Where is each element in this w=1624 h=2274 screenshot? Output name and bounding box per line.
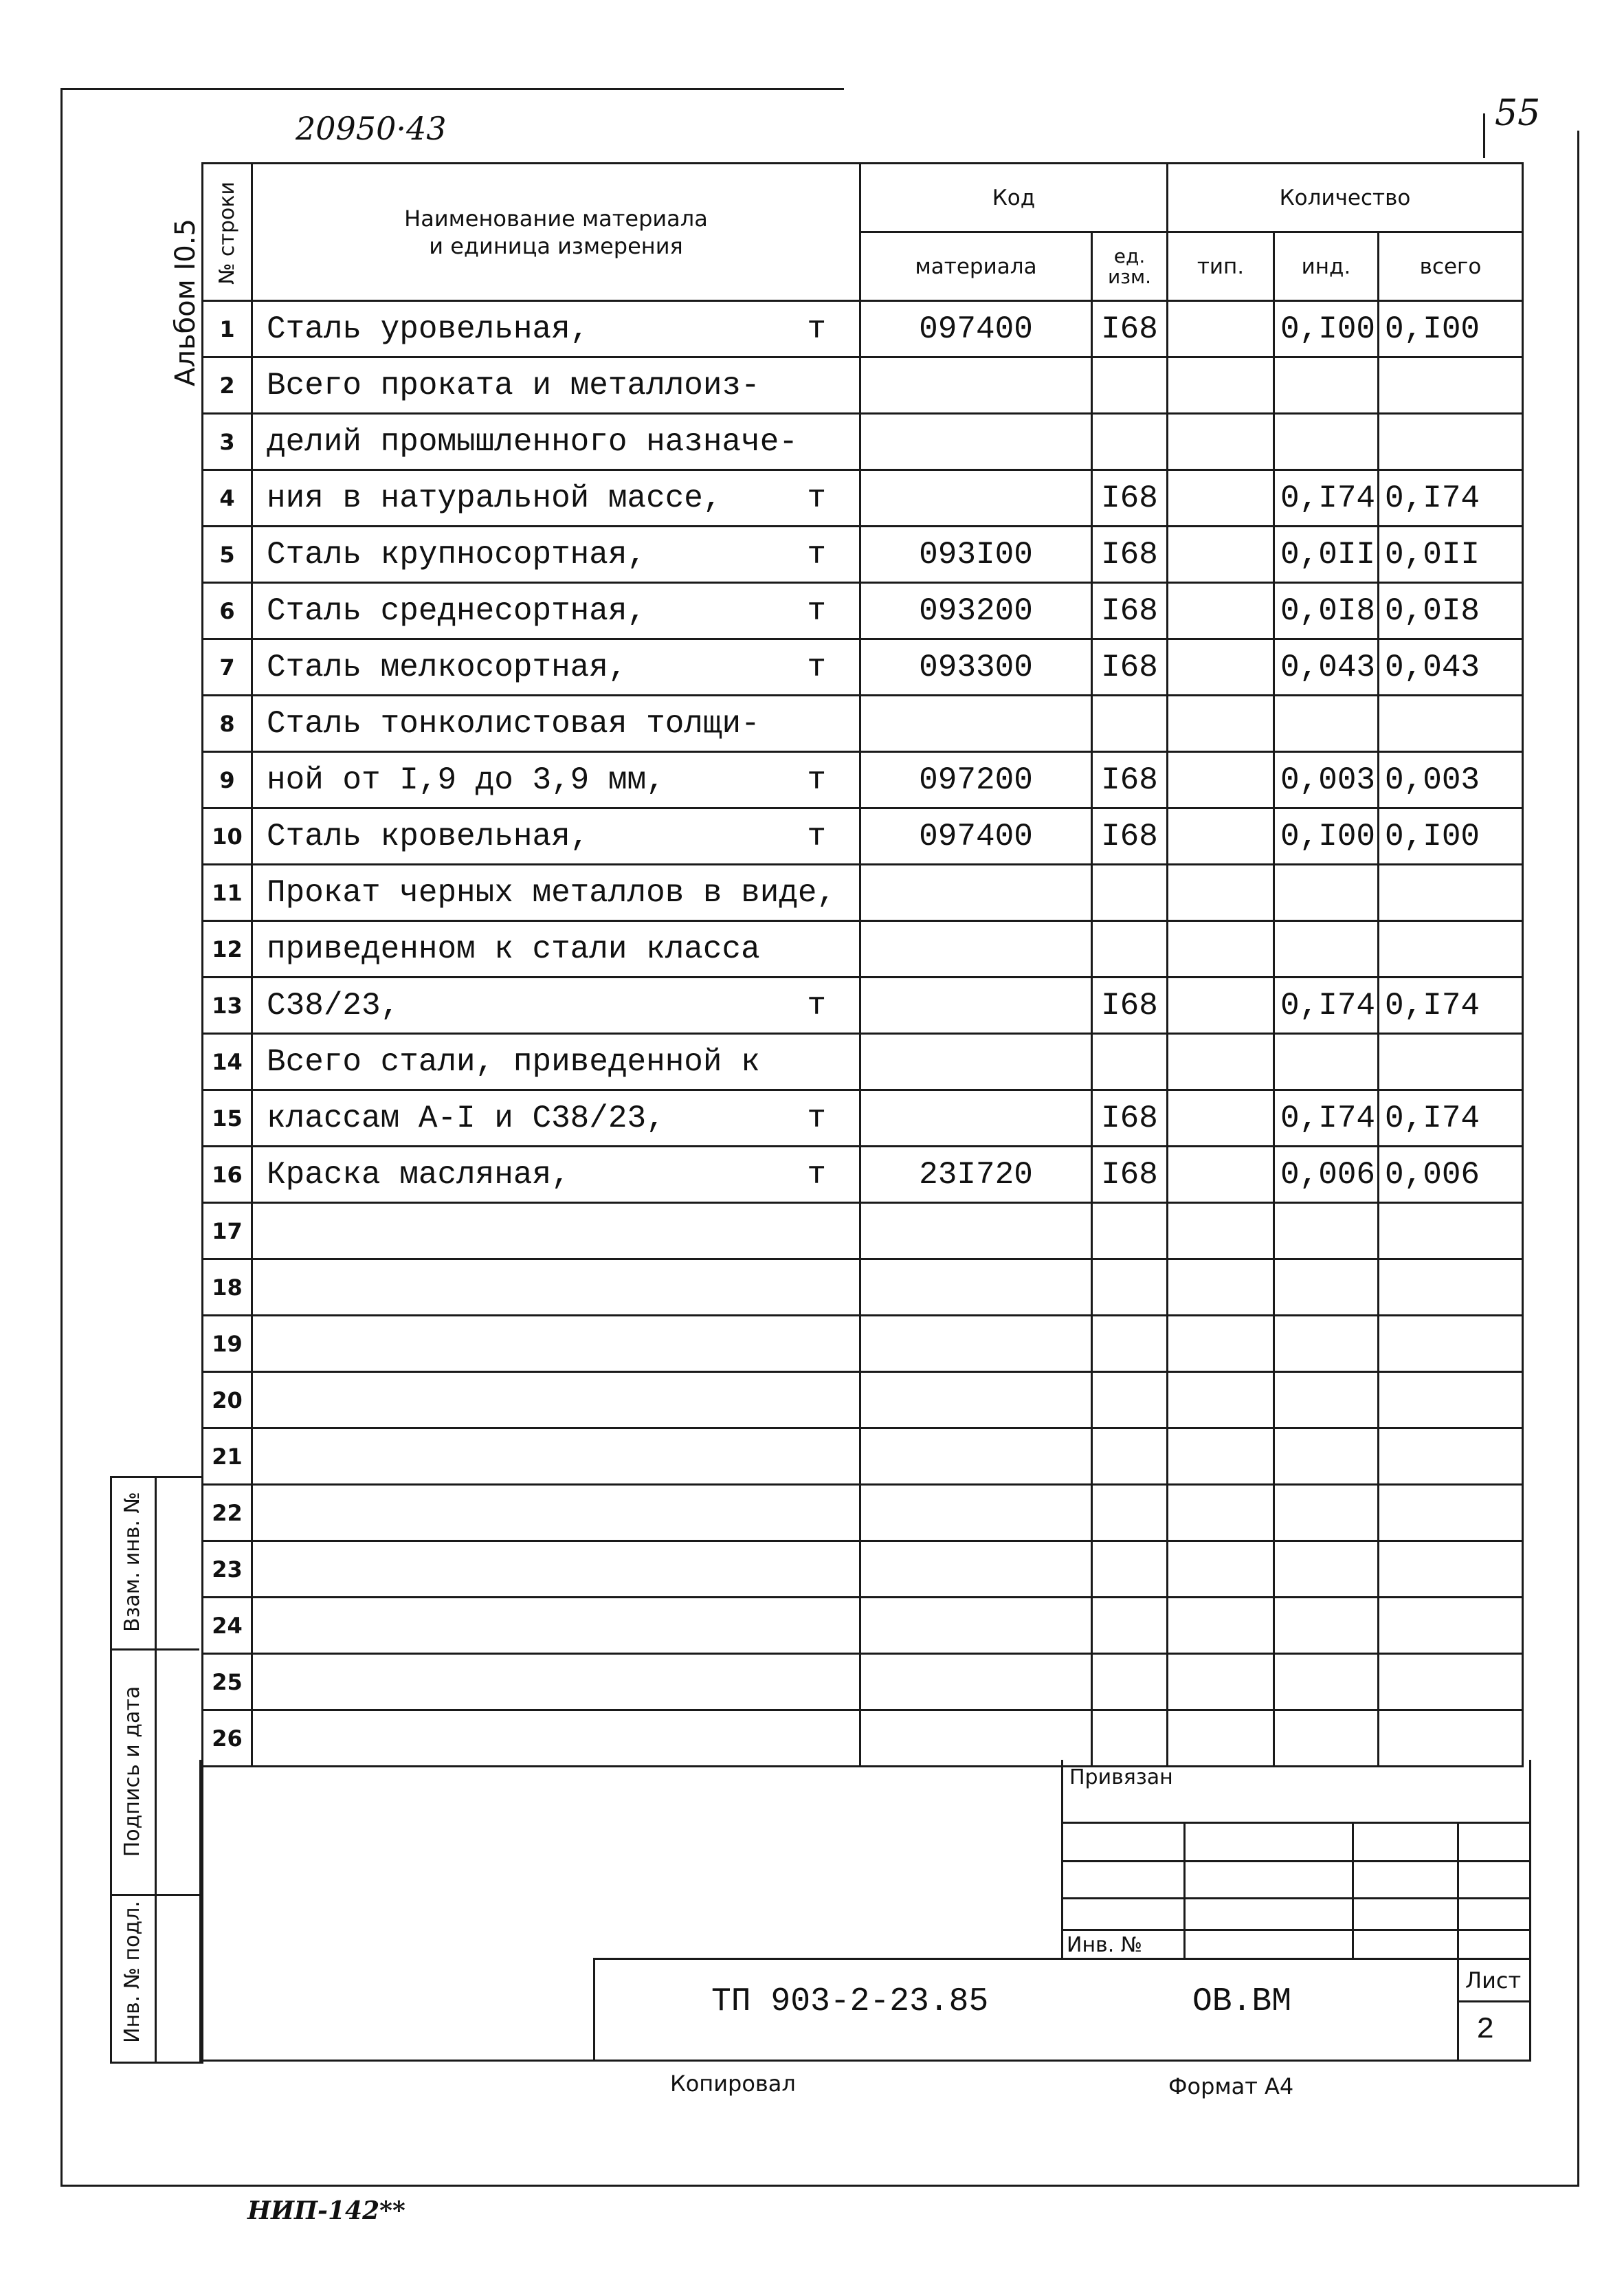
qty-total-cell xyxy=(1379,1654,1523,1710)
privyazan-line2 xyxy=(1061,1860,1531,1862)
qty-type-cell xyxy=(1168,978,1274,1034)
table-row xyxy=(203,808,1523,865)
unit-code-cell xyxy=(1092,1485,1168,1541)
material-code-cell xyxy=(860,1598,1092,1654)
material-name-cell xyxy=(252,1259,860,1316)
qty-ind-cell: 0,I74 xyxy=(1274,470,1379,527)
qty-ind-cell xyxy=(1274,1316,1379,1372)
unit-text: т xyxy=(807,1156,826,1193)
material-name-text: делий промышленного назначе- xyxy=(267,423,798,460)
qty-total-cell xyxy=(1379,1598,1523,1654)
unit-code-cell xyxy=(1092,1598,1168,1654)
qty-type-cell xyxy=(1168,752,1274,808)
doc-number-handwritten: 20950·43 xyxy=(296,110,447,147)
nip-mark: НИП-142** xyxy=(247,2196,405,2225)
table-row xyxy=(203,1710,1523,1767)
sheet-label: Лист xyxy=(1465,1967,1522,1994)
unit-text: т xyxy=(807,762,826,798)
unit-code-cell xyxy=(1092,1316,1168,1372)
table-row xyxy=(203,1598,1523,1654)
table-row xyxy=(203,1372,1523,1428)
material-name-text: ной от I,9 до 3,9 мм, xyxy=(267,762,665,798)
table-row xyxy=(203,357,1523,414)
qty-ind-header: инд. xyxy=(1274,232,1379,301)
qty-total-cell: 0,I00 xyxy=(1379,808,1523,865)
material-name-cell xyxy=(252,1147,860,1203)
unit-code-cell xyxy=(1092,921,1168,978)
privyazan-label: Привязан xyxy=(1069,1765,1173,1789)
unit-code-cell: I68 xyxy=(1092,639,1168,696)
frame-bottom-line xyxy=(60,2185,1579,2187)
unit-code-cell xyxy=(1092,1372,1168,1428)
qty-total-cell xyxy=(1379,1372,1523,1428)
quantity-header: Количество xyxy=(1168,164,1523,232)
qty-ind-cell xyxy=(1274,414,1379,470)
qty-type-cell xyxy=(1168,301,1274,357)
table-row xyxy=(203,978,1523,1034)
qty-ind-cell: 0,I00 xyxy=(1274,301,1379,357)
qty-ind-cell xyxy=(1274,1654,1379,1710)
material-name-text: Всего стали, приведенной к xyxy=(267,1044,760,1080)
inv-no-label: Инв. № xyxy=(1067,1933,1143,1957)
row-number-cell: 10 xyxy=(203,808,252,865)
qty-total-cell: 0,0II xyxy=(1379,527,1523,583)
table-row xyxy=(203,752,1523,808)
row-number-cell: 3 xyxy=(203,414,252,470)
material-name-cell xyxy=(252,583,860,639)
unit-code-cell: I68 xyxy=(1092,1147,1168,1203)
material-name-text: классам А-I и С38/23, xyxy=(267,1100,665,1136)
unit-code-cell: I68 xyxy=(1092,978,1168,1034)
unit-code-cell: I68 xyxy=(1092,470,1168,527)
qty-type-cell xyxy=(1168,1654,1274,1710)
unit-code-cell xyxy=(1092,696,1168,752)
qty-total-cell: 0,I74 xyxy=(1379,470,1523,527)
qty-ind-cell xyxy=(1274,1710,1379,1767)
table-row xyxy=(203,527,1523,583)
unit-text: т xyxy=(807,311,826,347)
material-name-cell xyxy=(252,1428,860,1485)
qty-total-cell xyxy=(1379,1034,1523,1090)
unit-code-cell: I68 xyxy=(1092,752,1168,808)
qty-type-cell xyxy=(1168,1147,1274,1203)
row-number-cell: 9 xyxy=(203,752,252,808)
material-name-text: Сталь уровельная, xyxy=(267,311,590,347)
title-left xyxy=(593,1958,595,2061)
material-code-cell xyxy=(860,414,1092,470)
qty-total-cell xyxy=(1379,1259,1523,1316)
qty-ind-cell: 0,0I8 xyxy=(1274,583,1379,639)
unit-code-cell xyxy=(1092,1034,1168,1090)
table-row xyxy=(203,414,1523,470)
qty-total-header: всего xyxy=(1379,232,1523,301)
unit-code-cell xyxy=(1092,1710,1168,1767)
qty-ind-cell xyxy=(1274,1203,1379,1259)
material-code-cell xyxy=(860,1428,1092,1485)
unit-text: т xyxy=(807,593,826,629)
material-code-cell xyxy=(860,1710,1092,1767)
material-code-cell xyxy=(860,1203,1092,1259)
corner-mark: 55 xyxy=(1495,93,1541,134)
material-code-cell xyxy=(860,470,1092,527)
name-header: Наименование материала и единица измерения xyxy=(252,164,860,301)
qty-type-cell xyxy=(1168,414,1274,470)
qty-total-cell xyxy=(1379,921,1523,978)
unit-code-cell: I68 xyxy=(1092,1090,1168,1147)
material-name-text: Сталь тонколистовая толщи- xyxy=(267,705,760,742)
material-code-cell: 097200 xyxy=(860,752,1092,808)
material-code-cell: 097400 xyxy=(860,301,1092,357)
qty-type-cell xyxy=(1168,1485,1274,1541)
row-number-cell: 1 xyxy=(203,301,252,357)
qty-type-cell xyxy=(1168,921,1274,978)
row-number-cell: 15 xyxy=(203,1090,252,1147)
material-name-text: Краска масляная, xyxy=(267,1156,570,1193)
privyazan-col2 xyxy=(1352,1822,1354,1959)
qty-ind-cell xyxy=(1274,1541,1379,1598)
bottom-area-left xyxy=(199,1760,201,2062)
row-number-cell: 26 xyxy=(203,1710,252,1767)
album-label: Альбом I0.5 xyxy=(170,219,201,386)
qty-total-cell xyxy=(1379,1710,1523,1767)
qty-ind-cell: 0,I74 xyxy=(1274,1090,1379,1147)
material-code-cell xyxy=(860,357,1092,414)
qty-total-cell: 0,043 xyxy=(1379,639,1523,696)
material-name-cell xyxy=(252,808,860,865)
material-code-cell xyxy=(860,921,1092,978)
row-number-cell: 17 xyxy=(203,1203,252,1259)
unit-text: т xyxy=(807,818,826,854)
material-code-cell xyxy=(860,1090,1092,1147)
qty-type-cell xyxy=(1168,865,1274,921)
material-name-cell xyxy=(252,1034,860,1090)
row-number-cell: 7 xyxy=(203,639,252,696)
row-number-cell: 20 xyxy=(203,1372,252,1428)
side-stamp-divider xyxy=(155,1476,157,2062)
title-sheet-sep xyxy=(1457,2000,1531,2002)
title-sheet-left xyxy=(1457,1958,1459,2061)
table-row xyxy=(203,1034,1523,1090)
qty-ind-cell xyxy=(1274,1428,1379,1485)
qty-ind-cell xyxy=(1274,1259,1379,1316)
unit-code-cell xyxy=(1092,1654,1168,1710)
qty-ind-cell xyxy=(1274,865,1379,921)
material-name-cell xyxy=(252,752,860,808)
sheet-number: 2 xyxy=(1476,2013,1495,2047)
qty-ind-cell xyxy=(1274,1485,1379,1541)
material-code-cell xyxy=(860,1541,1092,1598)
material-name-text: Всего проката и металлоиз- xyxy=(267,367,760,404)
materials-table xyxy=(201,162,1524,1767)
material-name-cell xyxy=(252,639,860,696)
qty-total-cell: 0,003 xyxy=(1379,752,1523,808)
qty-ind-cell xyxy=(1274,1598,1379,1654)
qty-total-cell: 0,I74 xyxy=(1379,978,1523,1034)
material-code-cell: 093I00 xyxy=(860,527,1092,583)
podpis-data-label: Подпись и дата xyxy=(120,1686,144,1857)
qty-ind-cell: 0,I00 xyxy=(1274,808,1379,865)
material-name-cell xyxy=(252,865,860,921)
unit-code-cell xyxy=(1092,1428,1168,1485)
material-code-cell: 23I720 xyxy=(860,1147,1092,1203)
material-name-text: Сталь кровельная, xyxy=(267,818,590,854)
table-row xyxy=(203,1428,1523,1485)
material-name-text: Сталь крупносортная, xyxy=(267,536,647,573)
qty-type-cell xyxy=(1168,527,1274,583)
material-code-cell xyxy=(860,1259,1092,1316)
row-number-cell: 11 xyxy=(203,865,252,921)
row-number-cell: 4 xyxy=(203,470,252,527)
qty-total-cell: 0,I00 xyxy=(1379,301,1523,357)
qty-total-cell xyxy=(1379,1428,1523,1485)
row-number-cell: 24 xyxy=(203,1598,252,1654)
frame-left-line xyxy=(60,88,63,2186)
row-number-cell: 25 xyxy=(203,1654,252,1710)
qty-ind-cell xyxy=(1274,357,1379,414)
vzam-inv-label: Взам. инв. № xyxy=(120,1492,144,1632)
material-name-text: приведенном к стали класса xyxy=(267,931,760,967)
unit-code-cell xyxy=(1092,414,1168,470)
row-number-cell: 18 xyxy=(203,1259,252,1316)
table-row xyxy=(203,583,1523,639)
material-code-cell: 093200 xyxy=(860,583,1092,639)
unit-text: т xyxy=(807,649,826,685)
qty-total-cell xyxy=(1379,865,1523,921)
bottom-area-bottom xyxy=(199,2060,1531,2062)
unit-code-cell xyxy=(1092,1541,1168,1598)
qty-total-cell xyxy=(1379,1203,1523,1259)
material-code-cell xyxy=(860,1372,1092,1428)
qty-type-cell xyxy=(1168,1428,1274,1485)
unit-code-cell xyxy=(1092,1203,1168,1259)
table-row xyxy=(203,696,1523,752)
doc-code: ТП 903-2-23.85 xyxy=(711,1983,989,2020)
format-label: Формат А4 xyxy=(1168,2073,1294,2099)
material-name-cell xyxy=(252,978,860,1034)
material-name-cell xyxy=(252,1598,860,1654)
qty-total-cell xyxy=(1379,357,1523,414)
row-number-cell: 12 xyxy=(203,921,252,978)
side-stamp-sep2 xyxy=(110,1894,199,1896)
qty-type-cell xyxy=(1168,1090,1274,1147)
row-number-cell: 19 xyxy=(203,1316,252,1372)
unit-text: т xyxy=(807,480,826,516)
qty-type-cell xyxy=(1168,808,1274,865)
table-row xyxy=(203,1541,1523,1598)
table-row xyxy=(203,470,1523,527)
material-code-cell xyxy=(860,1654,1092,1710)
qty-type-cell xyxy=(1168,1372,1274,1428)
qty-ind-cell: 0,043 xyxy=(1274,639,1379,696)
qty-total-cell xyxy=(1379,696,1523,752)
table-row xyxy=(203,1147,1523,1203)
material-name-cell xyxy=(252,470,860,527)
corner-tick xyxy=(1483,113,1485,158)
material-name-cell xyxy=(252,1372,860,1428)
qty-ind-cell: 0,003 xyxy=(1274,752,1379,808)
privyazan-line3 xyxy=(1061,1897,1531,1899)
qty-total-cell xyxy=(1379,1541,1523,1598)
row-number-cell: 16 xyxy=(203,1147,252,1203)
qty-ind-cell xyxy=(1274,921,1379,978)
material-code-cell xyxy=(860,978,1092,1034)
material-name-cell xyxy=(252,414,860,470)
material-name-text: Сталь мелкосортная, xyxy=(267,649,627,685)
unit-code-cell xyxy=(1092,865,1168,921)
row-number-cell: 6 xyxy=(203,583,252,639)
material-name-text: С38/23, xyxy=(267,987,400,1024)
qty-ind-cell xyxy=(1274,696,1379,752)
qty-type-cell xyxy=(1168,583,1274,639)
privyazan-line4 xyxy=(1061,1929,1531,1931)
table-row xyxy=(203,1654,1523,1710)
row-number-cell: 2 xyxy=(203,357,252,414)
qty-ind-cell: 0,I74 xyxy=(1274,978,1379,1034)
material-name-cell xyxy=(252,527,860,583)
qty-total-cell xyxy=(1379,414,1523,470)
code-material-header: материала xyxy=(860,232,1092,301)
frame-right-line xyxy=(1577,131,1579,2186)
material-code-cell: 093300 xyxy=(860,639,1092,696)
material-name-cell xyxy=(252,1316,860,1372)
qty-total-cell xyxy=(1379,1485,1523,1541)
unit-code-cell xyxy=(1092,357,1168,414)
qty-type-cell xyxy=(1168,1203,1274,1259)
material-code-cell xyxy=(860,1485,1092,1541)
qty-total-cell: 0,0I8 xyxy=(1379,583,1523,639)
unit-code-cell: I68 xyxy=(1092,808,1168,865)
material-name-cell xyxy=(252,696,860,752)
material-name-cell xyxy=(252,921,860,978)
table-row xyxy=(203,301,1523,357)
qty-total-cell: 0,006 xyxy=(1379,1147,1523,1203)
title-top xyxy=(593,1958,1531,1960)
qty-type-header: тип. xyxy=(1168,232,1274,301)
material-code-cell: 097400 xyxy=(860,808,1092,865)
table-row xyxy=(203,1485,1523,1541)
material-name-text: Сталь среднесортная, xyxy=(267,593,647,629)
code-header: Код xyxy=(860,164,1168,232)
material-name-cell xyxy=(252,357,860,414)
table-row xyxy=(203,865,1523,921)
material-name-cell xyxy=(252,1485,860,1541)
qty-ind-cell xyxy=(1274,1372,1379,1428)
unit-text: т xyxy=(807,1100,826,1136)
qty-type-cell xyxy=(1168,1034,1274,1090)
row-number-cell: 23 xyxy=(203,1541,252,1598)
table-row xyxy=(203,1203,1523,1259)
qty-type-cell xyxy=(1168,639,1274,696)
table-row xyxy=(203,921,1523,978)
row-num-header: № строки xyxy=(203,164,252,301)
doc-mark: ОВ.ВМ xyxy=(1192,1983,1292,2020)
qty-type-cell xyxy=(1168,1598,1274,1654)
privyazan-col1 xyxy=(1183,1822,1186,1959)
qty-type-cell xyxy=(1168,1541,1274,1598)
unit-code-cell xyxy=(1092,1259,1168,1316)
material-code-cell xyxy=(860,696,1092,752)
row-number-cell: 5 xyxy=(203,527,252,583)
material-name-cell xyxy=(252,1654,860,1710)
row-number-cell: 22 xyxy=(203,1485,252,1541)
bottom-area-right xyxy=(1529,1760,1531,2062)
unit-code-cell: I68 xyxy=(1092,301,1168,357)
row-number-cell: 8 xyxy=(203,696,252,752)
row-number-cell: 13 xyxy=(203,978,252,1034)
qty-type-cell xyxy=(1168,1259,1274,1316)
material-name-cell xyxy=(252,1090,860,1147)
qty-ind-cell xyxy=(1274,1034,1379,1090)
material-name-cell xyxy=(252,301,860,357)
material-name-text: ния в натуральной массе, xyxy=(267,480,722,516)
row-number-cell: 14 xyxy=(203,1034,252,1090)
copied-label: Копировал xyxy=(670,2071,796,2097)
table-row xyxy=(203,1259,1523,1316)
unit-text: т xyxy=(807,987,826,1024)
frame-top-line xyxy=(60,88,844,90)
code-unit-header: ед. изм. xyxy=(1092,232,1168,301)
material-name-cell xyxy=(252,1710,860,1767)
unit-code-cell: I68 xyxy=(1092,583,1168,639)
qty-type-cell xyxy=(1168,1710,1274,1767)
qty-ind-cell: 0,006 xyxy=(1274,1147,1379,1203)
qty-type-cell xyxy=(1168,1316,1274,1372)
qty-type-cell xyxy=(1168,357,1274,414)
qty-type-cell xyxy=(1168,470,1274,527)
table-row xyxy=(203,1090,1523,1147)
privyazan-col3 xyxy=(1457,1822,1459,1959)
side-stamp-sep1 xyxy=(110,1648,199,1651)
unit-text: т xyxy=(807,536,826,573)
qty-total-cell: 0,I74 xyxy=(1379,1090,1523,1147)
material-name-cell xyxy=(252,1541,860,1598)
table-row xyxy=(203,639,1523,696)
row-number-cell: 21 xyxy=(203,1428,252,1485)
material-code-cell xyxy=(860,865,1092,921)
material-name-cell xyxy=(252,1203,860,1259)
qty-ind-cell: 0,0II xyxy=(1274,527,1379,583)
privyazan-line1 xyxy=(1061,1822,1531,1824)
material-code-cell xyxy=(860,1316,1092,1372)
qty-total-cell xyxy=(1379,1316,1523,1372)
qty-type-cell xyxy=(1168,696,1274,752)
inv-podl-label: Инв. № подл. xyxy=(120,1901,144,2043)
unit-code-cell: I68 xyxy=(1092,527,1168,583)
material-code-cell xyxy=(860,1034,1092,1090)
material-name-text: Прокат черных металлов в виде, xyxy=(267,874,836,911)
table-row xyxy=(203,1316,1523,1372)
